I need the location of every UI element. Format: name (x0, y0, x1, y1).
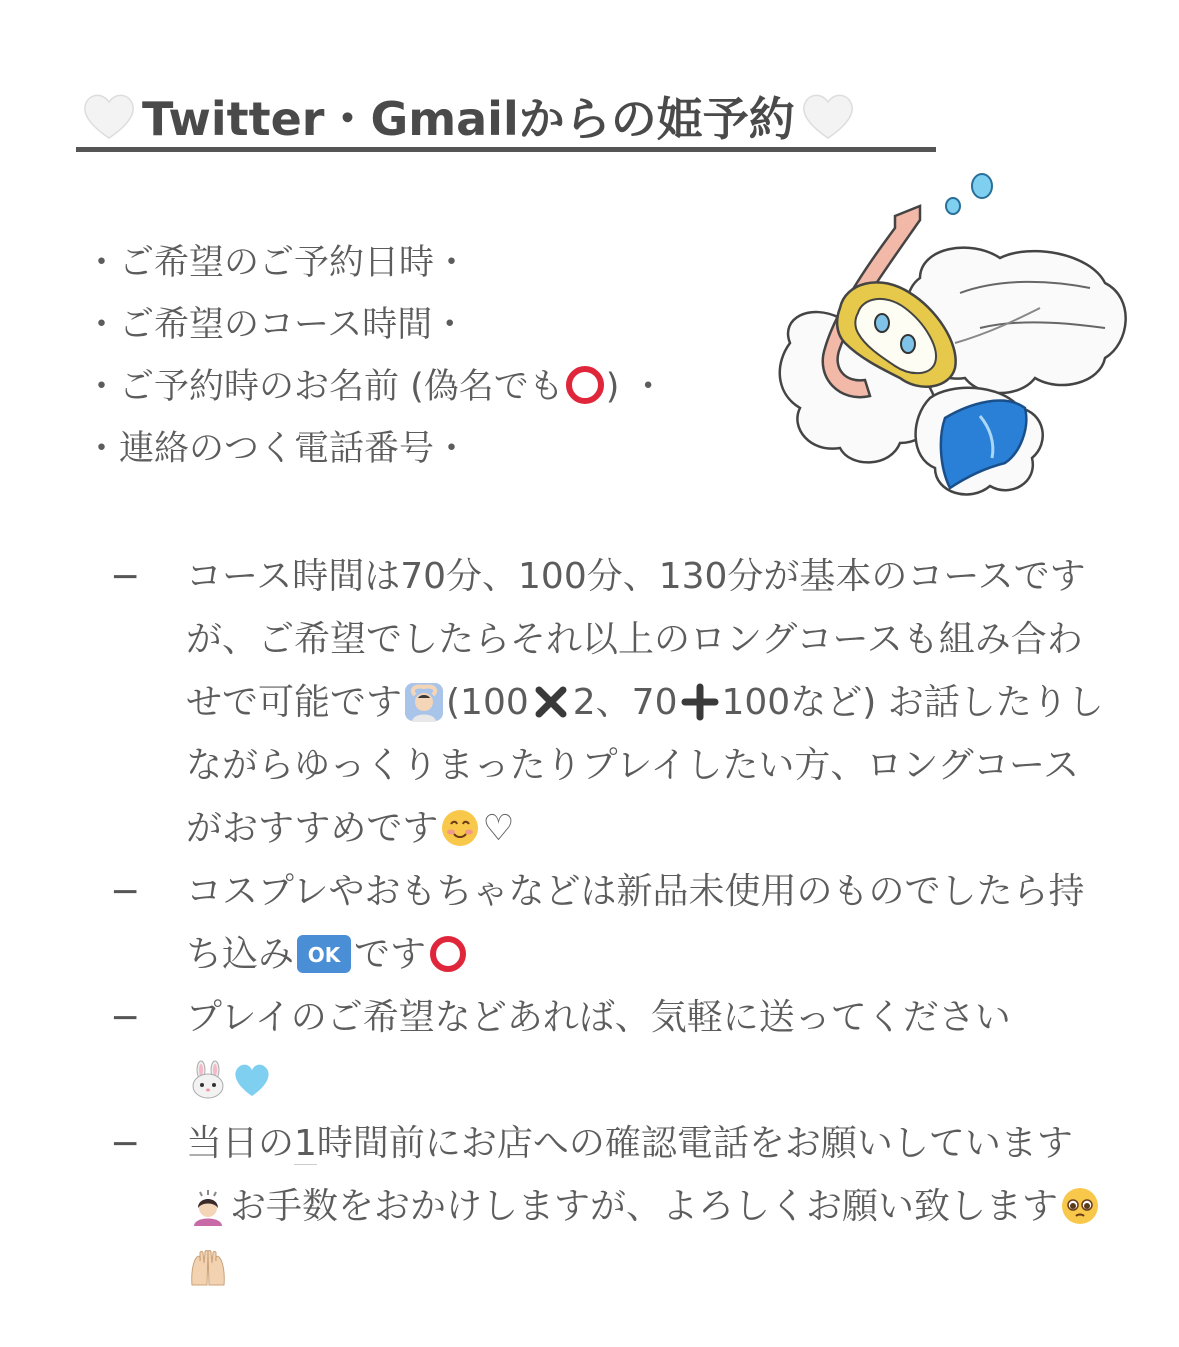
requirement-item (84, 356, 666, 418)
white-heart-icon (799, 90, 857, 142)
note-text: 2、70 (572, 682, 678, 723)
red-circle-icon (428, 934, 468, 974)
ok-badge-icon (296, 934, 352, 974)
note-text: (100 (446, 682, 529, 723)
note-number: 1 (294, 1123, 317, 1164)
cross-mark-icon (531, 682, 571, 722)
ok-badge-label: OK (307, 943, 341, 967)
note-dash: − (110, 1123, 141, 1164)
note-item (110, 986, 1110, 1112)
snorkel-diver-illustration (770, 168, 1150, 528)
requirements-list (84, 232, 666, 480)
note-dash: − (110, 871, 141, 912)
note-text: ♡ (482, 808, 515, 849)
requirement-item (84, 232, 666, 294)
requirement-text: ・ご予約時のお名前 (偽名でも (84, 367, 564, 407)
requirement-text: ・ご希望のご予約日時・ (84, 243, 470, 283)
rabbit-face-icon (188, 1060, 228, 1100)
note-text: です (354, 934, 427, 975)
note-text: コース時間は70分、100分、130分が基本のコースですが、ご希望でしたらそれ以上のロングコースも組み合わせで可能です (186, 556, 1086, 723)
pleading-face-icon (1060, 1186, 1100, 1226)
requirement-item (84, 418, 666, 480)
smiling-face-icon (440, 808, 480, 848)
note-dash: − (110, 997, 141, 1038)
note-dash: − (110, 556, 141, 597)
person-bowing-icon (188, 1186, 228, 1226)
red-circle-icon (564, 364, 606, 406)
person-gesturing-ok-icon (404, 682, 444, 722)
raised-hands-icon (188, 1249, 228, 1289)
requirement-text: ) ・ (605, 367, 666, 407)
requirement-text: ・ご希望のコース時間・ (84, 305, 468, 345)
note-item (110, 1112, 1110, 1301)
note-item (110, 545, 1110, 860)
note-text: プレイのご希望などあれば、気軽に送ってください (186, 997, 1011, 1038)
note-text: コスプレやおもちゃなどは新品未使用のものでしたら持ち込み (186, 871, 1085, 975)
title-text: Twitter・Gmailからの姫予約 (142, 91, 795, 146)
page-title (76, 84, 936, 152)
white-heart-icon (80, 90, 138, 142)
note-text: 時間前にお店への確認電話をお願いしています (316, 1123, 1073, 1164)
plus-icon (680, 682, 720, 722)
note-text: お手数をおかけしますが、よろしくお願い致します (230, 1186, 1059, 1227)
note-item (110, 860, 1110, 986)
note-text: 100など) お話したりしながらゆっくりまったりプレイしたい方、ロングコースがおすすめです (186, 682, 1104, 849)
blue-heart-icon (232, 1060, 272, 1100)
note-text: 当日の (186, 1123, 295, 1164)
notes-list (110, 545, 1110, 1301)
requirement-text: ・連絡のつく電話番号・ (84, 429, 470, 469)
requirement-item (84, 294, 666, 356)
